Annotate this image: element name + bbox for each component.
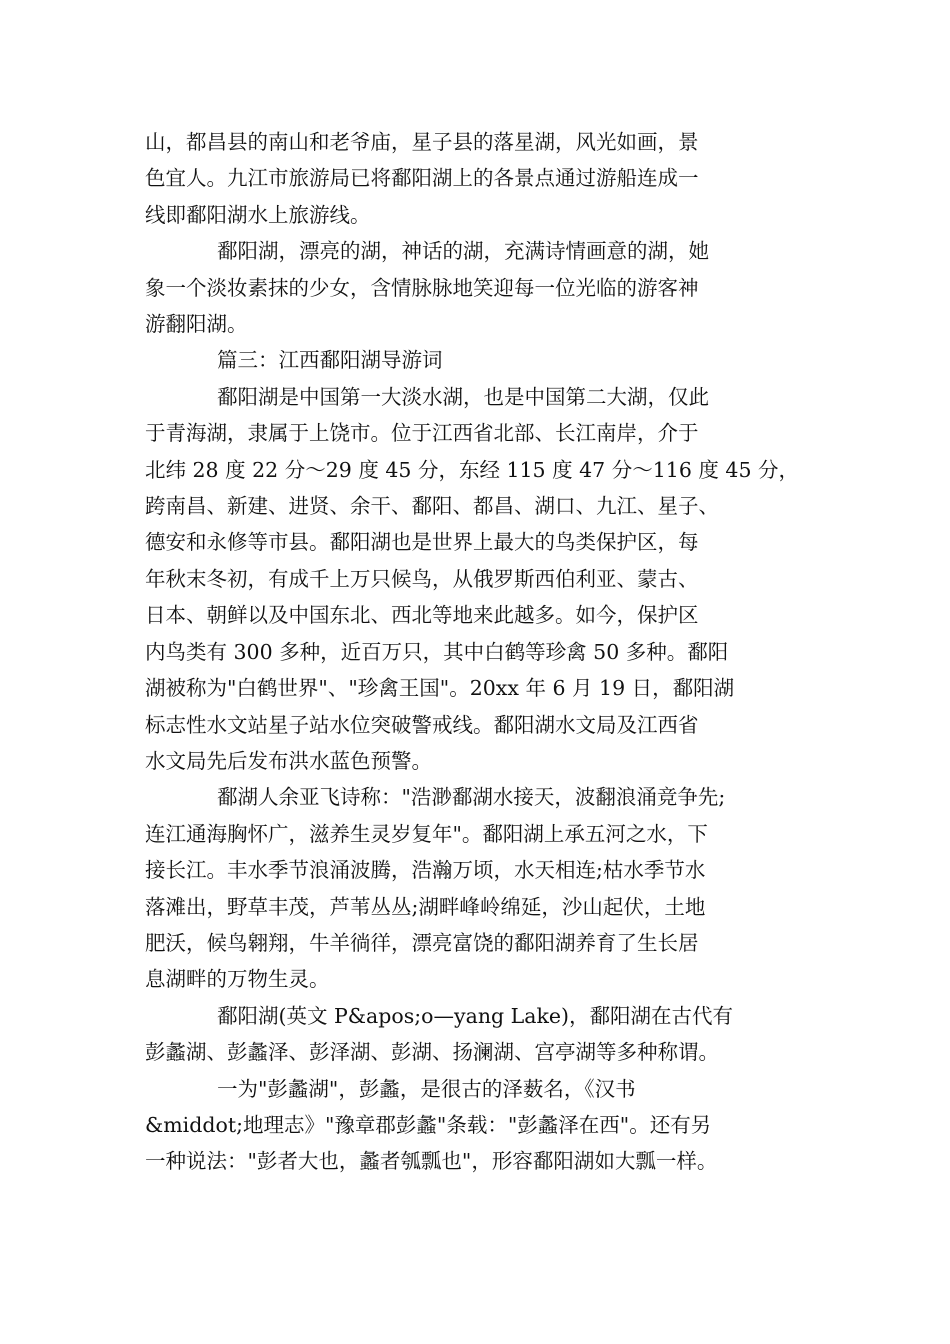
text-line: 彭蠡湖、彭蠡泽、彭泽湖、彭湖、扬澜湖、宫亭湖等多种称谓。 — [145, 1040, 719, 1065]
paragraph-overview — [145, 379, 810, 779]
section-heading — [145, 342, 810, 378]
text-line: 水文局先后发布洪水蓝色预警。 — [145, 748, 432, 773]
text-line: 接长江。丰水季节浪涌波腾，浩瀚万顷，水天相连;枯水季节水 — [145, 858, 706, 883]
paragraph-poem — [145, 779, 810, 997]
text-line: 跨南昌、新建、进贤、余干、鄱阳、都昌、湖口、九江、星子、 — [145, 494, 719, 519]
paragraph-pengli — [145, 1071, 810, 1180]
text-line: 于青海湖，隶属于上饶市。位于江西省北部、长江南岸，介于 — [145, 421, 699, 446]
text-line: 一为"彭蠡湖"，彭蠡，是很古的泽薮名，《汉书 — [217, 1076, 636, 1101]
text-line: 息湖畔的万物生灵。 — [145, 967, 330, 992]
text-line: 色宜人。九江市旅游局已将鄱阳湖上的各景点通过游船连成一 — [145, 166, 699, 191]
text-line: 鄱阳湖是中国第一大淡水湖，也是中国第二大湖，仅此 — [217, 384, 709, 409]
text-line: 标志性水文站星子站水位突破警戒线。鄱阳湖水文局及江西省 — [145, 712, 699, 737]
text-line: 年秋末冬初，有成千上万只候鸟，从俄罗斯西伯利亚、蒙古、 — [145, 566, 699, 591]
text-line: 游翻阳湖。 — [145, 312, 248, 337]
text-line: 日本、朝鲜以及中国东北、西北等地来此越多。如今，保护区 — [145, 603, 699, 628]
text-line: 内鸟类有 300 多种，近百万只，其中白鹤等珍禽 50 多种。鄱阳 — [145, 639, 729, 664]
text-line: 一种说法："彭者大也，蠡者瓠瓢也"，形容鄱阳湖如大瓢一样。 — [145, 1149, 718, 1174]
section-title: 篇三：江西鄱阳湖导游词 — [217, 348, 443, 373]
text-line: 北纬 28 度 22 分～29 度 45 分，东经 115 度 47 分～116 度 45 分， — [145, 457, 799, 482]
text-line: 象一个淡妆素抹的少女，含情脉脉地笑迎每一位光临的游客神 — [145, 275, 699, 300]
text-line: 线即鄱阳湖水上旅游线。 — [145, 202, 371, 227]
text-line: &middot;地理志》"豫章郡彭蠡"条载："彭蠡泽在西"。还有另 — [145, 1112, 712, 1137]
paragraph-names — [145, 998, 810, 1071]
text-line: 德安和永修等市县。鄱阳湖也是世界上最大的鸟类保护区，每 — [145, 530, 699, 555]
text-line: 肥沃，候鸟翱翔，牛羊徜徉，漂亮富饶的鄱阳湖养育了生长居 — [145, 930, 699, 955]
text-line: 鄱阳湖，漂亮的湖，神话的湖，充满诗情画意的湖，她 — [217, 239, 709, 264]
text-line: 山，都昌县的南山和老爷庙，星子县的落星湖，风光如画，景 — [145, 130, 699, 154]
text-line: 湖被称为"白鹤世界"、"珍禽王国"。20xx 年 6 月 19 日，鄱阳湖 — [145, 676, 735, 701]
paragraph-closing — [145, 233, 810, 342]
text-line: 鄱阳湖(英文 P&apos;o—yang Lake)，鄱阳湖在古代有 — [217, 1003, 734, 1028]
text-line: 鄱湖人余亚飞诗称："浩渺鄱湖水接天，波翻浪涌竞争先; — [217, 785, 726, 810]
document-body — [145, 124, 810, 1180]
text-line: 连江通海胸怀广，滋养生灵岁复年"。鄱阳湖上承五河之水，下 — [145, 821, 708, 846]
text-line: 落滩出，野草丰茂，芦苇丛丛;湖畔峰岭绵延，沙山起伏，土地 — [145, 894, 706, 919]
paragraph-intro-tail — [145, 124, 810, 233]
